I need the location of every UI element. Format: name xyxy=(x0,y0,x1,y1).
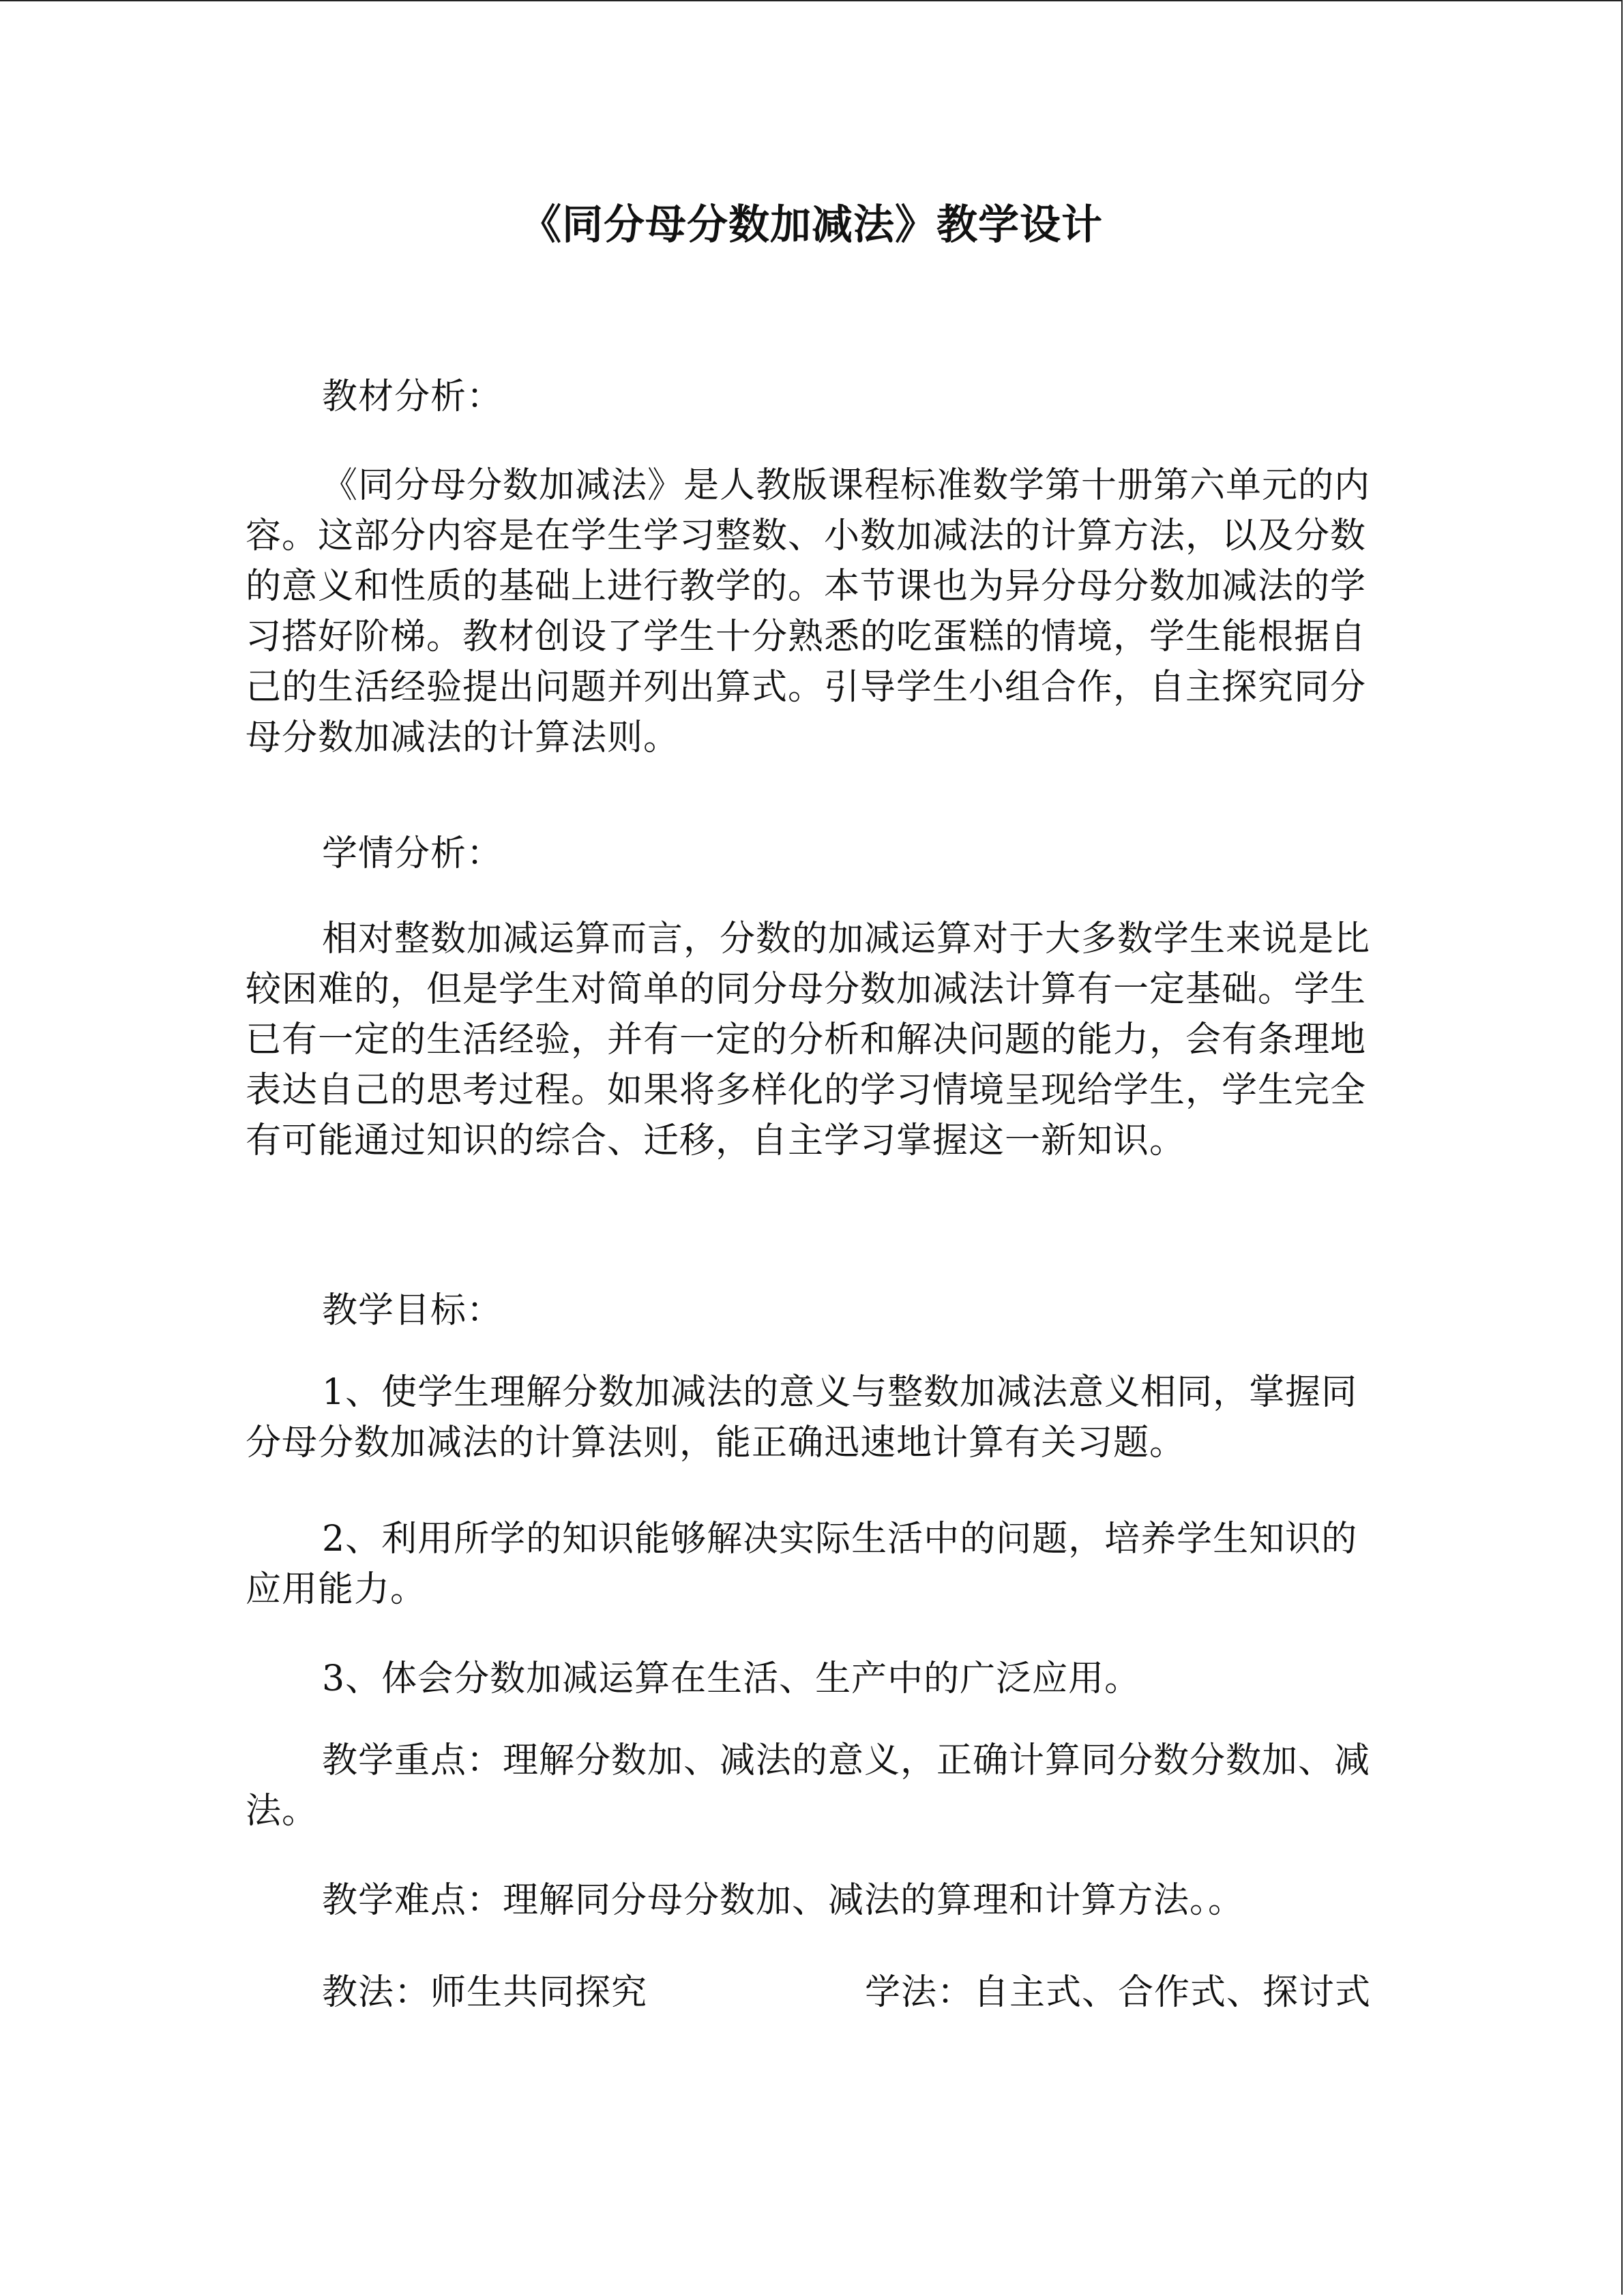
teaching-difficulty: 教学难点：理解同分母分数加、减法的算理和计算方法。。 xyxy=(322,1880,1245,1921)
teaching-goal-item: 1、使学生理解分数加减法的意义与整数加减法意义相同，掌握同分母分数加减法的计算法则，能正确迅速地计算有关习题。 xyxy=(246,1372,1358,1463)
teaching-goal-item: 3、体会分数加减运算在生活、生产中的广泛应用。 xyxy=(322,1658,1141,1699)
learning-method: 学法：自主式、合作式、探讨式 xyxy=(864,1972,1371,2013)
document-title: 《同分母分数加减法》教学设计 xyxy=(520,201,1103,249)
teaching-method: 教法：师生共同探究 xyxy=(322,1972,648,2013)
teaching-goals-heading: 教学目标： xyxy=(322,1290,503,1331)
student-analysis-heading: 学情分析： xyxy=(322,833,503,874)
teaching-goal-item: 2、利用所学的知识能够解决实际生活中的问题，培养学生知识的应用能力。 xyxy=(246,1519,1358,1610)
material-analysis-paragraph: 《同分母分数加减法》是人教版课程标准数学第十册第六单元的内容。这部分内容是在学生学习整数、小数加减法的计算方法，以及分数的意义和性质的基础上进行教学的。本节课也为异分母分数加减法的学习搭好阶梯。教材创设了学生十分熟悉的吃蛋糕的情境，学生能根据自己的生活经验提出问题并列出算式。引导学生小组合作，自主探究同分母分数加减法的计算法则。 xyxy=(246,465,1371,758)
material-analysis-heading: 教材分析： xyxy=(322,376,503,417)
methods-row xyxy=(246,1967,1378,2018)
teaching-key-point: 教学重点：理解分数加、减法的意义，正确计算同分数分数加、减法。 xyxy=(246,1740,1371,1832)
student-analysis-paragraph: 相对整数加减运算而言，分数的加减运算对于大多数学生来说是比较困难的，但是学生对简单的同分母分数加减法计算有一定基础。学生已有一定的生活经验，并有一定的分析和解决问题的能力，会有条理地表达自己的思考过程。如果将多样化的学习情境呈现给学生，学生完全有可能通过知识的综合、迁移，自主学习掌握这一新知识。 xyxy=(246,919,1371,1161)
